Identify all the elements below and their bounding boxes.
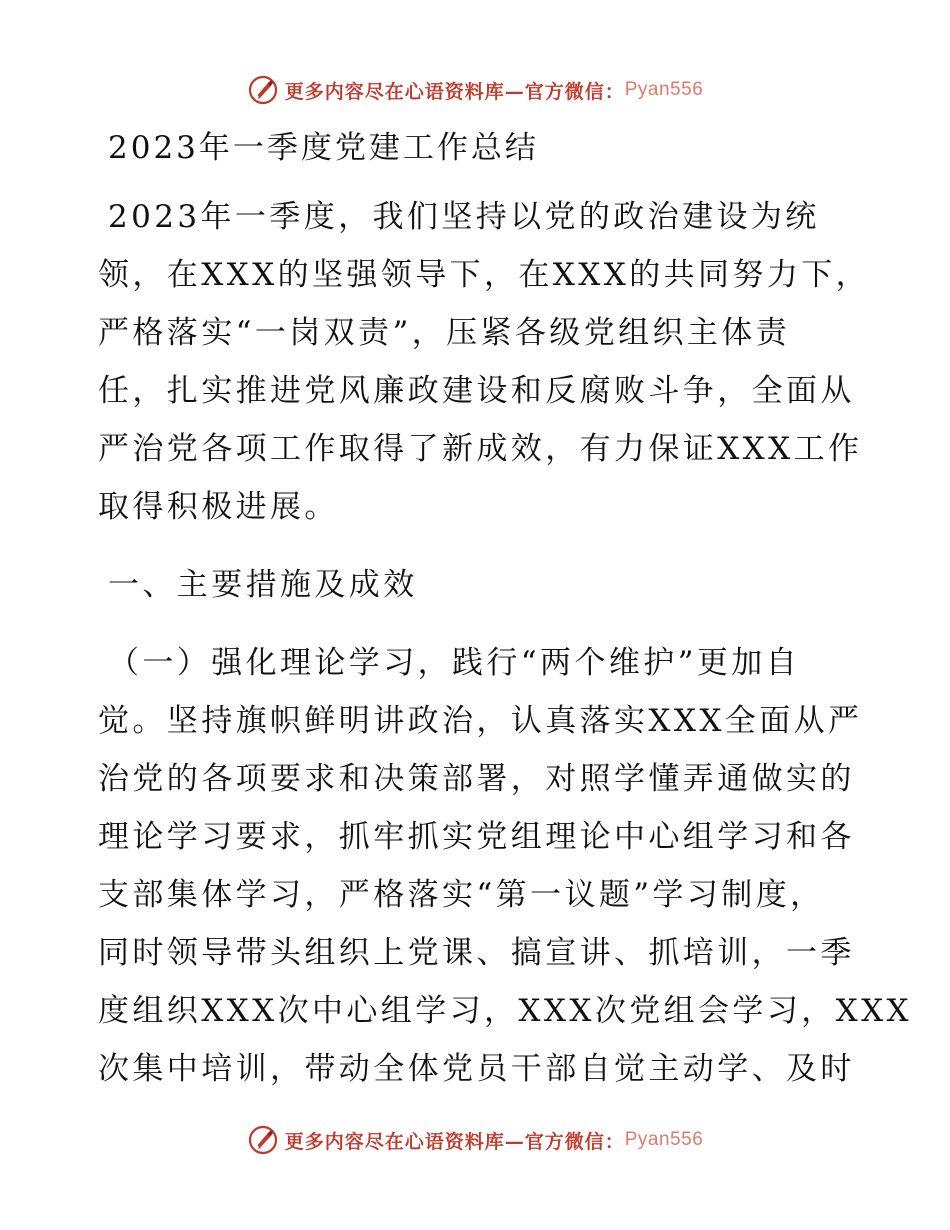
- pen-logo-icon: [247, 1124, 279, 1156]
- document-body: [98, 122, 913, 1098]
- paragraph-line: 领，在XXX的坚强领导下，在XXX的共同努力下，: [98, 257, 871, 293]
- paragraph-line: 严格落实“一岗双责”，压紧各级党组织主体责: [98, 315, 791, 351]
- paragraph-line: 治党的各项要求和决策部署，对照学懂弄通做实的: [98, 761, 855, 797]
- paragraph-line: 理论学习要求，抓牢抓实党组理论中心组学习和各: [98, 819, 855, 855]
- document-title: 2023年一季度党建工作总结: [108, 130, 539, 166]
- banner-text: 更多内容尽在心语资料库—官方微信：: [284, 80, 625, 103]
- paragraph-line: 同时领导带头组织上党课、搞宣讲、抓培训，一季: [98, 935, 855, 971]
- paragraph-line: 取得积极进展。: [98, 489, 339, 525]
- pen-logo-icon: [247, 74, 279, 106]
- paragraph-line: （一）强化理论学习，践行“两个维护”更加自: [108, 645, 801, 681]
- intro-paragraph: [98, 188, 871, 536]
- paragraph-line: 次集中培训，带动全体党员干部自觉主动学、及时: [98, 1051, 855, 1087]
- paragraph-line: 2023年一季度，我们坚持以党的政治建设为统: [108, 199, 820, 235]
- banner-text: 更多内容尽在心语资料库—官方微信：: [284, 1130, 625, 1153]
- paragraph-line: 度组织XXX次中心组学习，XXX次党组会学习，XXX: [98, 993, 913, 1029]
- header-watermark-banner: [0, 70, 950, 110]
- paragraph-line: 支部集体学习，严格落实“第一议题”学习制度，: [98, 877, 825, 913]
- banner-wechat-id: Pyan556: [624, 79, 704, 100]
- section-heading: 一、主要措施及成效: [108, 567, 418, 603]
- paragraph-line: 觉。坚持旗帜鲜明讲政治，认真落实XXX全面从严: [98, 703, 863, 739]
- paragraph-line: 严治党各项工作取得了新成效，有力保证XXX工作: [98, 431, 863, 467]
- banner-wechat-id: Pyan556: [624, 1129, 704, 1150]
- paragraph-line: 任，扎实推进党风廉政建设和反腐败斗争，全面从: [98, 373, 855, 409]
- footer-watermark-banner: [0, 1120, 950, 1160]
- section-paragraph: [98, 634, 913, 1098]
